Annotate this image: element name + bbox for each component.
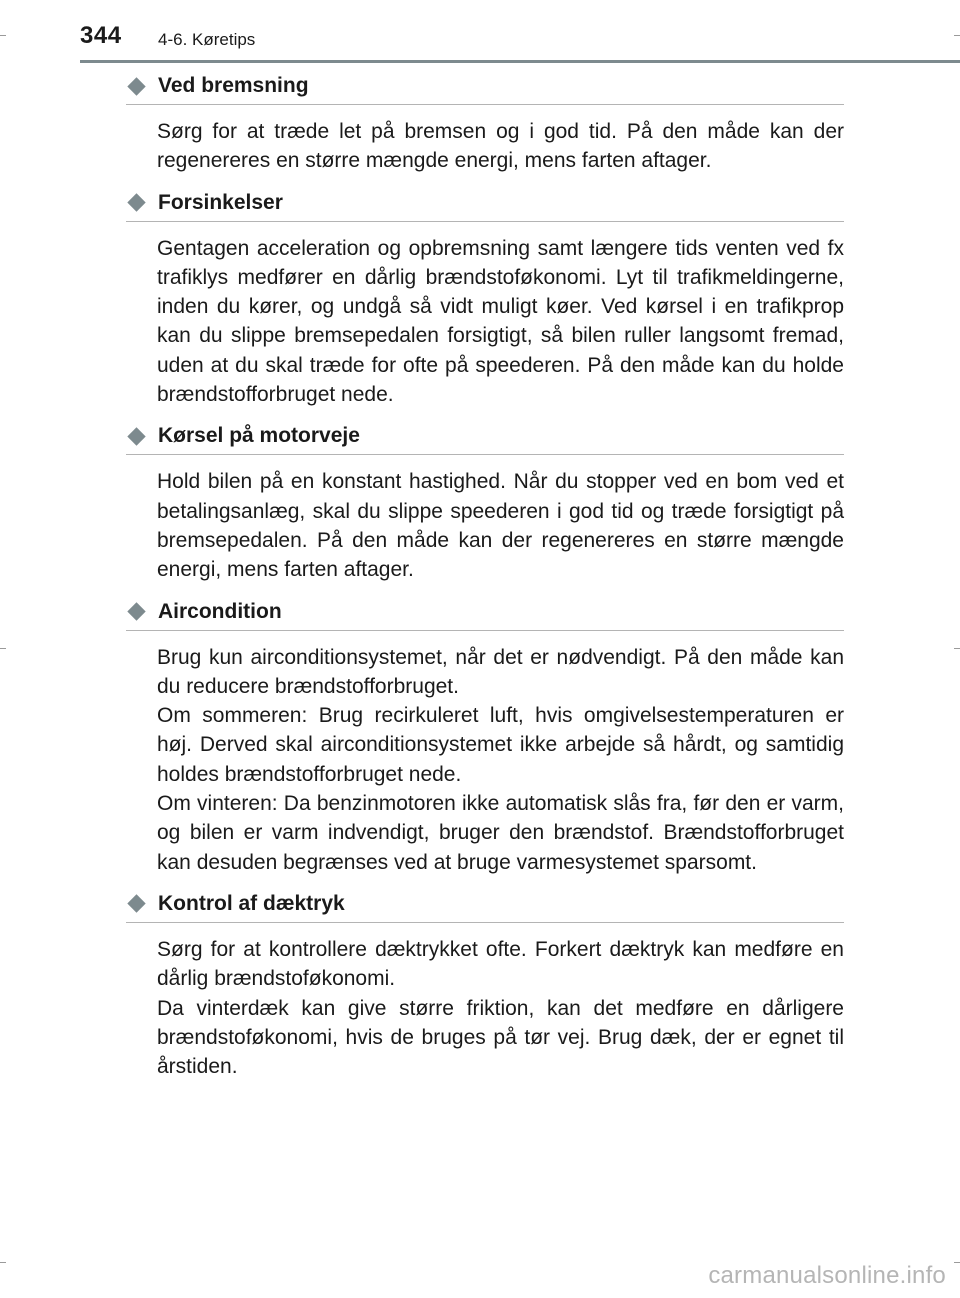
crop-mark <box>954 35 960 36</box>
paragraph: Sørg for at kontrollere dæktrykket ofte. Forkert dæktryk kan medføre en dårlig brændstoføkonomi. <box>157 937 844 991</box>
section-heading <box>126 418 844 455</box>
section-ved-bremsning <box>126 68 844 176</box>
section-body <box>157 117 844 176</box>
section-heading <box>126 594 844 631</box>
section-title: Aircondition <box>158 599 282 623</box>
page-content <box>126 68 844 1090</box>
section-title: Ved bremsning <box>158 74 309 97</box>
section-heading <box>126 886 844 923</box>
paragraph: Gentagen acceleration og opbremsning samt længere tids venten ved fx trafiklys medfører en dårlig brændstoføkonomi. Lyt til trafikmeldingerne, inden du kører, og undgå så vidt muligt køer. Ved kørsel i en trafikprop kan du slippe bremsepedalen forsigtigt, så bilen ruller langsomt fremad, uden at du skal træde for ofte på speederen. På den måde kan du holde brændstofforbruget nede. <box>157 236 844 407</box>
crop-mark <box>0 1262 6 1263</box>
section-title: Forsinkelser <box>158 190 283 214</box>
watermark: carmanualsonline.info <box>708 1262 946 1289</box>
paragraph: Hold bilen på en konstant hastighed. Når du stopper ved en bom ved et betalingsanlæg, skal du slippe speederen i god tid og træde forsigtigt på bremsepedalen. På den måde kan der regenereres en større mængde energi, mens farten aftager. <box>157 470 844 582</box>
section-kontrol-af-daektryk <box>126 886 844 1081</box>
section-heading <box>126 68 844 105</box>
crop-mark <box>954 648 960 649</box>
crop-mark <box>954 1262 960 1263</box>
paragraph: Om sommeren: Brug recirkuleret luft, hvis omgivelsestemperaturen er høj. Derved skal airconditionsystemet ikke arbejde så hårdt, og samtidig holdes brændstofforbruget nede. <box>157 704 844 786</box>
section-title: Kørsel på motorveje <box>158 424 360 448</box>
section-korsel-pa-motorveje <box>126 418 844 584</box>
diamond-bullet-icon <box>127 895 145 913</box>
diamond-bullet-icon <box>127 602 145 620</box>
paragraph: Sørg for at træde let på bremsen og i god tid. På den måde kan der regenereres en større mængde energi, mens farten aftager. <box>157 120 844 173</box>
section-forsinkelser <box>126 185 844 410</box>
section-body <box>157 935 844 1081</box>
header-rule <box>80 60 960 63</box>
diamond-bullet-icon <box>127 427 145 445</box>
page-number: 344 <box>80 22 122 49</box>
paragraph: Brug kun airconditionsystemet, når det er nødvendigt. På den måde kan du reducere brændstofforbruget. <box>157 645 844 698</box>
diamond-bullet-icon <box>127 77 145 95</box>
page-header <box>0 0 960 64</box>
section-title: Kontrol af dæktryk <box>158 891 345 915</box>
diamond-bullet-icon <box>127 193 145 211</box>
section-body <box>157 467 844 584</box>
section-heading <box>126 185 844 222</box>
section-body <box>157 643 844 877</box>
paragraph: Om vinteren: Da benzinmotoren ikke automatisk slås fra, før den er varm, og bilen er varm indvendigt, bruger den brændstof. Brændstofforbruget kan desuden begrænses ved at bruge varmesystemet sparsomt. <box>157 792 844 874</box>
paragraph: Da vinterdæk kan give større friktion, kan det medføre en dårligere brændstoføkonomi, hvis de bruges på tør vej. Brug dæk, der er egnet til årstiden. <box>157 996 844 1079</box>
crop-mark <box>0 648 6 649</box>
section-body <box>157 234 844 410</box>
section-aircondition <box>126 594 844 877</box>
section-label: 4-6. Køretips <box>158 30 256 49</box>
crop-mark <box>0 35 6 36</box>
